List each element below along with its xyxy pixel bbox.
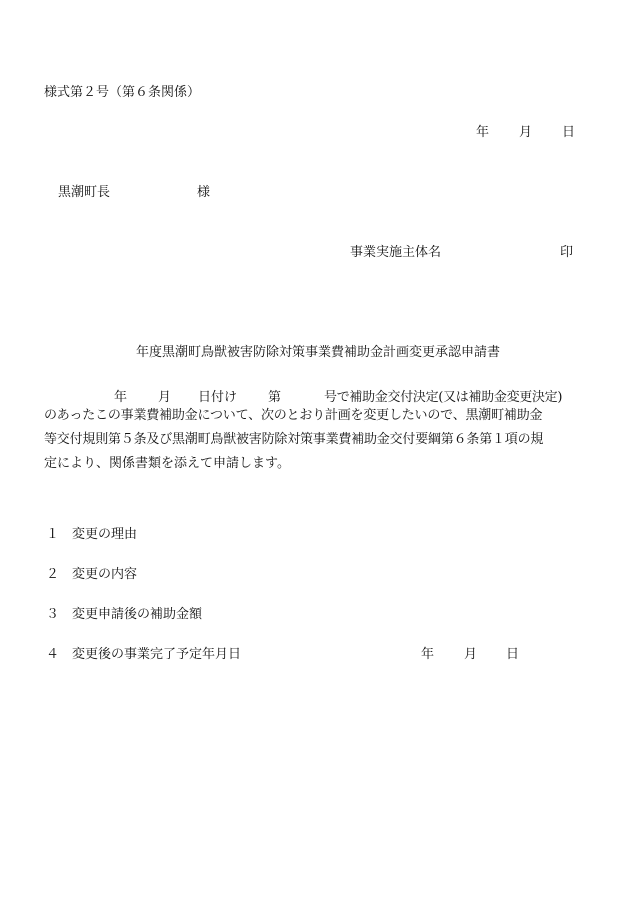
body-line-4: 定により、関係書類を添えて申請します。 [44, 456, 290, 471]
date-year: 年 [476, 125, 490, 140]
date-month: 月 [519, 125, 533, 140]
item-number: ２ [46, 567, 60, 582]
body-paragraph [44, 380, 589, 476]
item-label: 変更の内容 [72, 567, 138, 582]
applicant-label: 事業実施主体名 [350, 245, 442, 260]
item-number: ４ [46, 647, 60, 662]
body-line-1-rest: 号で補助金交付決定(又は補助金変更決定) [324, 390, 563, 405]
document-title: 年度黒潮町鳥獣被害防除対策事業費補助金計画変更承認申請書 [136, 345, 501, 360]
addressee-honorific: 様 [197, 185, 211, 200]
date-day: 日 [562, 125, 576, 140]
body-line-2: のあったこの事業費補助金について、次のとおり計画を変更したいので、黒潮町補助金 [44, 408, 543, 423]
body-dated: 日付け [198, 390, 238, 405]
body-no-prefix: 第 [268, 390, 282, 405]
item-label: 変更申請後の補助金額 [72, 607, 203, 622]
seal-mark: 印 [560, 245, 574, 260]
body-line-3: 等交付規則第５条及び黒潮町鳥獣被害防除対策事業費補助金交付要綱第６条第１項の規 [44, 432, 544, 447]
item-label: 変更後の事業完了予定年月日 [72, 647, 242, 662]
form-label: 様式第２号（第６条関係） [44, 85, 201, 100]
addressee-name: 黒潮町長 [58, 185, 111, 200]
body-month: 月 [158, 390, 172, 405]
completion-day: 日 [506, 647, 520, 662]
item-number: １ [46, 527, 60, 542]
completion-month: 月 [464, 647, 478, 662]
item-number: ３ [46, 607, 60, 622]
completion-year: 年 [421, 647, 435, 662]
body-year: 年 [114, 390, 128, 405]
item-label: 変更の理由 [72, 527, 138, 542]
body-line-1 [44, 380, 589, 404]
